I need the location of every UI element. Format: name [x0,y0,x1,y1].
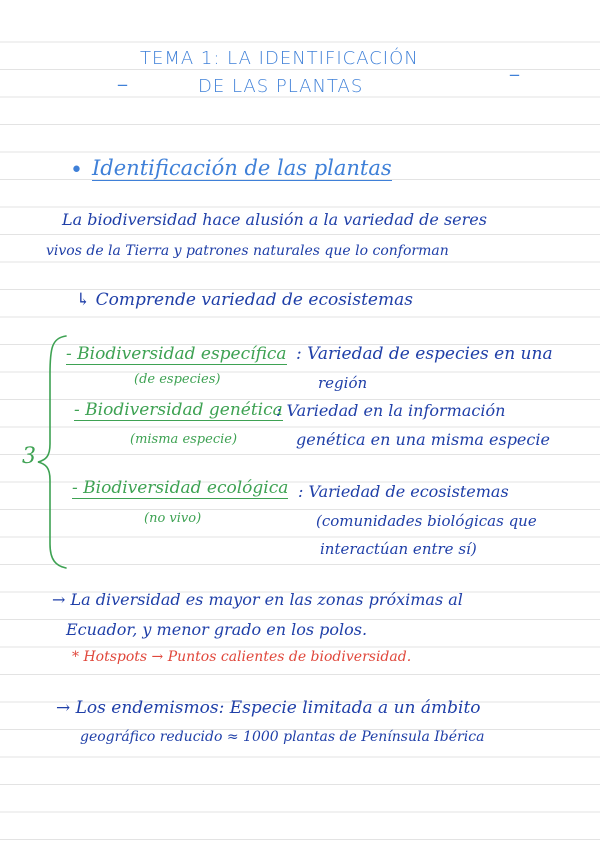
definition-line2: vivos de la Tierra y patrones naturales que lo conforman [46,243,449,259]
type-specific-sub: (de especies) [134,372,221,387]
type-specific-desc1: : Variedad de especies en una [296,344,553,364]
type-ecological-desc2: (comunidades biológicas que [316,512,537,530]
type-ecological-sub: (no vivo) [144,511,202,526]
types-count: 3 [22,444,36,469]
section-bullet: • [70,158,83,183]
type-ecological-desc1: : Variedad de ecosistemas [298,482,509,501]
page-title-line1: TEMA 1: LA IDENTIFICACIÓN [140,48,419,69]
type-genetic-sub: (misma especie) [130,432,238,447]
definition-line1: La biodiversidad hace alusión a la variedad de seres [62,210,487,229]
type-ecological-desc3: interactúan entre sí) [320,540,477,558]
type-specific-desc2: región [318,374,368,392]
type-specific-term: - Biodiversidad específica [66,344,287,364]
type-genetic-desc1: : Variedad en la información [276,401,506,420]
endemic-note-line1: → Los endemismos: Especie limitada a un ámbito [56,698,481,718]
page-title-line2: DE LAS PLANTAS [198,76,364,97]
hotspots-note: * Hotspots → Puntos calientes de biodiversidad. [72,649,412,665]
diversity-note-line2: Ecuador, y menor grado en los polos. [66,620,368,639]
title-dash-right: _ [510,56,519,77]
ecosystems-note: ↳ Comprende variedad de ecosistemas [76,290,413,310]
type-genetic-desc2: genética en una misma especie [296,430,550,449]
section-heading: Identificación de las plantas [92,156,392,180]
endemic-note-line2: geográfico reducido ≈ 1000 plantas de Península Ibérica [80,729,485,745]
diversity-note-line1: → La diversidad es mayor en las zonas próximas al [52,590,463,609]
type-ecological-term: - Biodiversidad ecológica [72,478,289,498]
type-genetic-term: - Biodiversidad genética [74,400,283,420]
title-dash-left: _ [118,66,127,87]
